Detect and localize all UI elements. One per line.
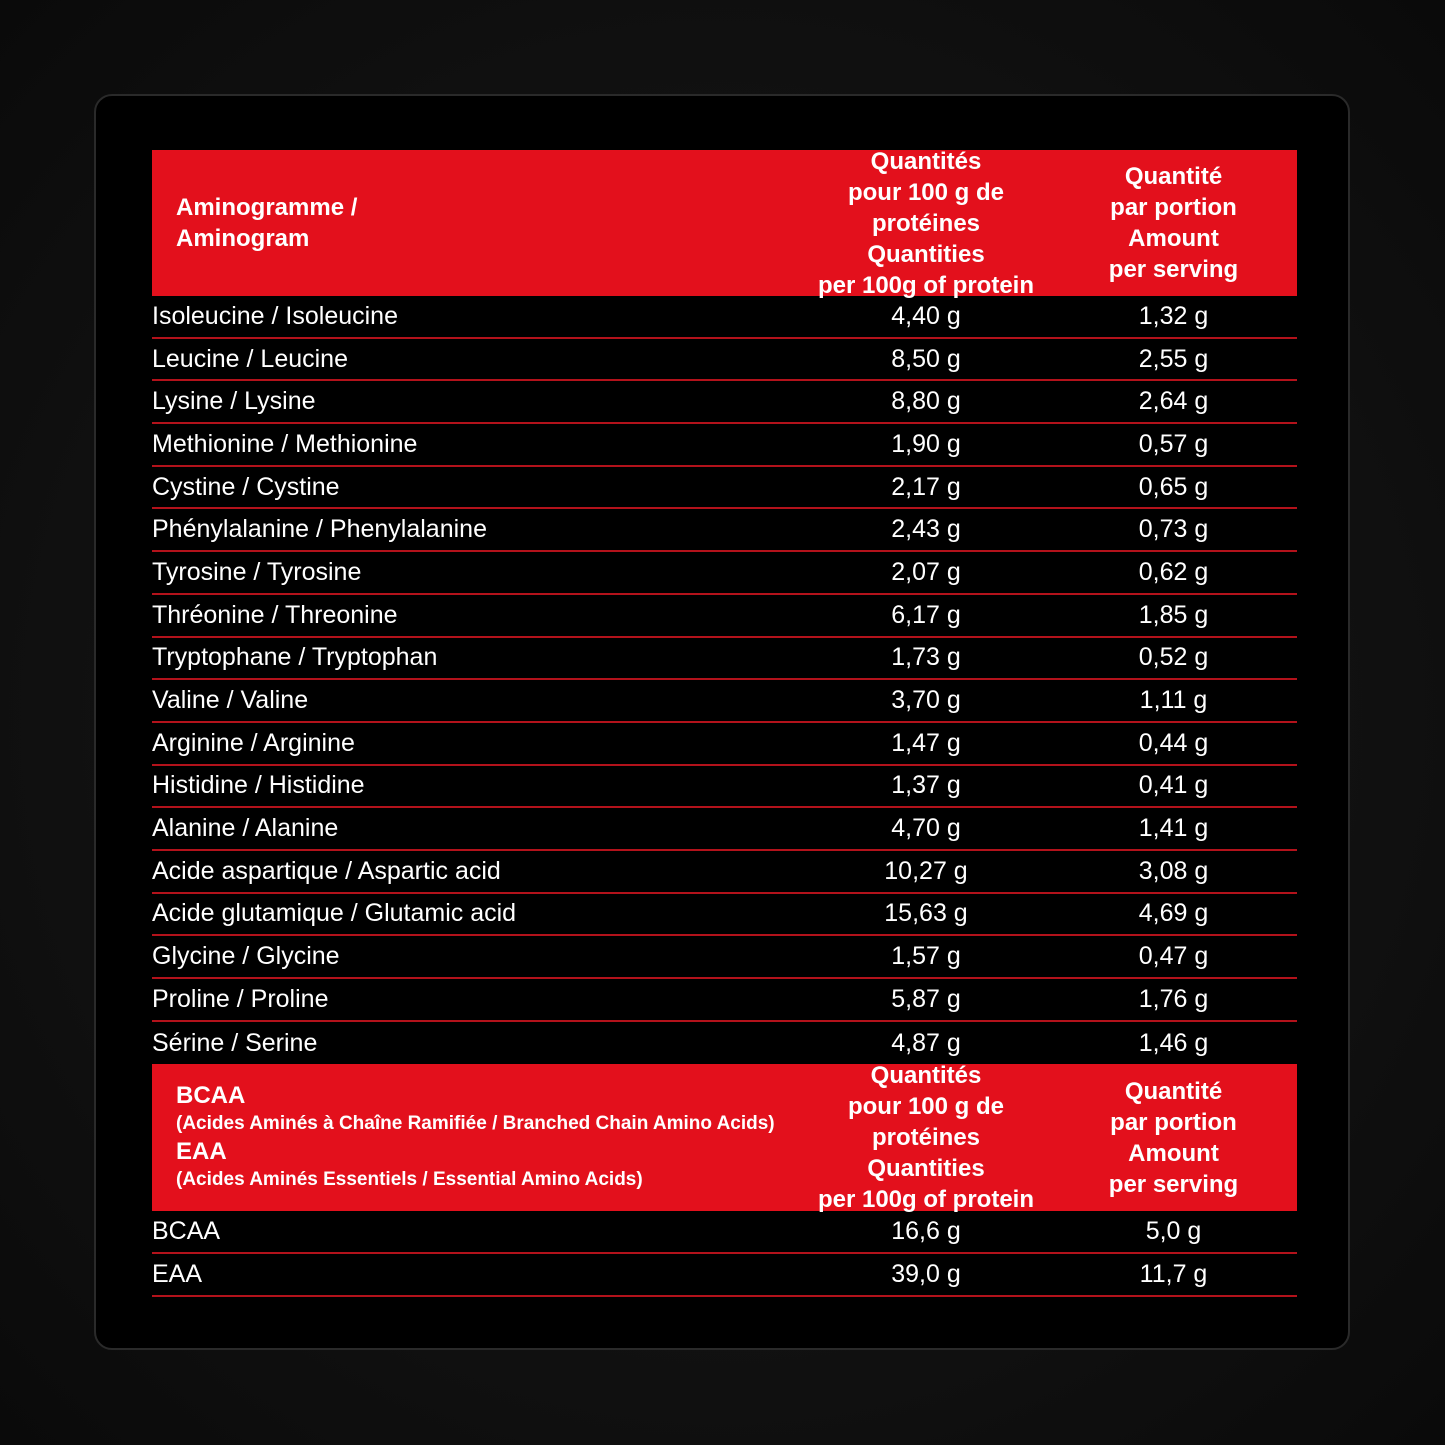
table-row: [152, 894, 1297, 937]
header2-col2-line: Quantities: [867, 1155, 985, 1183]
row-serving: 5,0 g: [1145, 1217, 1202, 1246]
row-name: Tyrosine / Tyrosine: [152, 557, 362, 586]
header-col3-line: Amount: [1128, 225, 1219, 252]
header-col2-line: per 100g of protein: [817, 271, 1035, 299]
summary-rows: [152, 1211, 1297, 1297]
header-col3-line: per serving: [1108, 256, 1239, 283]
header2-col2-line: per 100g of protein: [817, 1186, 1035, 1214]
table-row: [152, 638, 1297, 681]
row-serving: 1,46 g: [1138, 1028, 1209, 1057]
summary-header-name: [152, 1082, 802, 1194]
row-name: Arginine / Arginine: [152, 728, 355, 757]
header-col-per100: [802, 146, 1050, 301]
bcaa-title: BCAA: [176, 1081, 246, 1109]
row-per100: 1,47 g: [891, 728, 961, 757]
bcaa-desc: (Acides Aminés à Chaîne Ramifiée / Branched Chain Amino Acids): [176, 1112, 775, 1134]
row-name: Lysine / Lysine: [152, 387, 316, 416]
row-per100: 8,80 g: [891, 387, 961, 416]
row-serving: 1,76 g: [1138, 984, 1209, 1013]
table-header: [152, 147, 1297, 299]
row-name: Acide glutamique / Glutamic acid: [152, 899, 517, 928]
summary-header-serving: [1050, 1076, 1297, 1200]
row-per100: 4,87 g: [891, 1028, 961, 1057]
row-serving: 1,11 g: [1139, 686, 1208, 715]
table-row: [152, 339, 1297, 382]
row-per100: 2,17 g: [891, 472, 961, 501]
header-col2-line: Quantités: [870, 147, 982, 175]
summary-header-per100: [802, 1060, 1050, 1215]
row-name: Histidine / Histidine: [152, 771, 365, 800]
row-serving: 0,65 g: [1138, 472, 1209, 501]
header-col3-line: par portion: [1110, 194, 1237, 221]
row-name: Phénylalanine / Phenylalanine: [152, 515, 487, 544]
header2-col2-line: pour 100 g de protéines: [847, 1093, 1005, 1152]
table-row: [152, 936, 1297, 979]
row-per100: 1,37 g: [891, 771, 961, 800]
table-row: [152, 509, 1297, 552]
summary-header: [152, 1062, 1297, 1214]
row-name: Proline / Proline: [152, 984, 329, 1013]
table-row: [152, 808, 1297, 851]
row-serving: 4,69 g: [1138, 899, 1209, 928]
row-name: Acide aspartique / Aspartic acid: [152, 856, 501, 885]
row-per100: 3,70 g: [891, 686, 961, 715]
row-name: Isoleucine / Isoleucine: [152, 301, 398, 330]
table-row: [152, 766, 1297, 809]
row-per100: 8,50 g: [891, 344, 961, 373]
table-row: [152, 296, 1297, 339]
aminogram-table: [152, 147, 1297, 1297]
row-serving: 0,57 g: [1138, 429, 1209, 458]
header2-col3-line: Amount: [1128, 1139, 1219, 1167]
table-row: [152, 979, 1297, 1022]
table-row: [152, 381, 1297, 424]
row-per100: 1,73 g: [891, 643, 961, 672]
row-serving: 0,62 g: [1138, 557, 1209, 586]
row-name: Alanine / Alanine: [152, 814, 339, 843]
row-serving: 11,7 g: [1139, 1260, 1208, 1289]
header2-col3-line: par portion: [1110, 1108, 1237, 1136]
table-row: [152, 1254, 1297, 1297]
row-serving: 1,41 g: [1138, 814, 1209, 843]
row-per100: 1,57 g: [891, 942, 961, 971]
header-col1-line: Aminogram: [176, 225, 310, 252]
row-name: Methionine / Methionine: [152, 429, 418, 458]
row-name: BCAA: [152, 1217, 221, 1246]
header-col-serving: [1050, 161, 1297, 285]
row-name: Tryptophane / Tryptophan: [152, 643, 438, 672]
row-per100: 10,27 g: [884, 856, 968, 885]
header-col2-line: Quantities: [867, 240, 985, 268]
table-row: [152, 552, 1297, 595]
table-row: [152, 723, 1297, 766]
row-serving: 2,64 g: [1138, 387, 1209, 416]
row-per100: 16,6 g: [891, 1217, 961, 1246]
eaa-desc: (Acides Aminés Essentiels / Essential Amino Acids): [176, 1168, 643, 1190]
row-serving: 0,44 g: [1138, 728, 1209, 757]
header2-col2-line: Quantités: [870, 1062, 982, 1090]
row-per100: 2,43 g: [891, 515, 961, 544]
table-row: [152, 424, 1297, 467]
table-row: [152, 680, 1297, 723]
row-serving: 0,52 g: [1138, 643, 1209, 672]
row-per100: 5,87 g: [891, 984, 961, 1013]
table-row: [152, 1022, 1297, 1065]
row-per100: 2,07 g: [891, 557, 961, 586]
row-per100: 4,70 g: [891, 814, 961, 843]
row-per100: 39,0 g: [891, 1260, 961, 1289]
row-name: Thréonine / Threonine: [152, 600, 398, 629]
row-serving: 2,55 g: [1138, 344, 1209, 373]
row-per100: 6,17 g: [891, 600, 961, 629]
row-name: Sérine / Serine: [152, 1028, 318, 1057]
row-per100: 4,40 g: [891, 301, 961, 330]
header-col1-line: Aminogramme /: [176, 194, 358, 221]
row-serving: 1,32 g: [1138, 301, 1209, 330]
table-row: [152, 1211, 1297, 1254]
header-col2-line: pour 100 g de protéines: [847, 178, 1005, 237]
row-per100: 1,90 g: [891, 429, 961, 458]
table-row: [152, 467, 1297, 510]
aminogram-panel: [94, 94, 1350, 1350]
table-row: [152, 595, 1297, 638]
row-name: EAA: [152, 1260, 203, 1289]
row-serving: 0,73 g: [1138, 515, 1209, 544]
table-row: [152, 851, 1297, 894]
header2-col3-line: Quantité: [1124, 1077, 1223, 1105]
row-per100: 15,63 g: [884, 899, 968, 928]
header-col-name: [152, 192, 802, 254]
row-name: Cystine / Cystine: [152, 472, 340, 501]
row-serving: 3,08 g: [1138, 856, 1209, 885]
row-serving: 0,41 g: [1138, 771, 1209, 800]
row-name: Valine / Valine: [152, 686, 309, 715]
row-serving: 1,85 g: [1138, 600, 1209, 629]
header2-col3-line: per serving: [1108, 1170, 1239, 1198]
amino-rows: [152, 296, 1297, 1064]
eaa-title: EAA: [176, 1137, 227, 1165]
row-serving: 0,47 g: [1138, 942, 1209, 971]
row-name: Glycine / Glycine: [152, 942, 340, 971]
header-col3-line: Quantité: [1124, 163, 1223, 190]
row-name: Leucine / Leucine: [152, 344, 348, 373]
